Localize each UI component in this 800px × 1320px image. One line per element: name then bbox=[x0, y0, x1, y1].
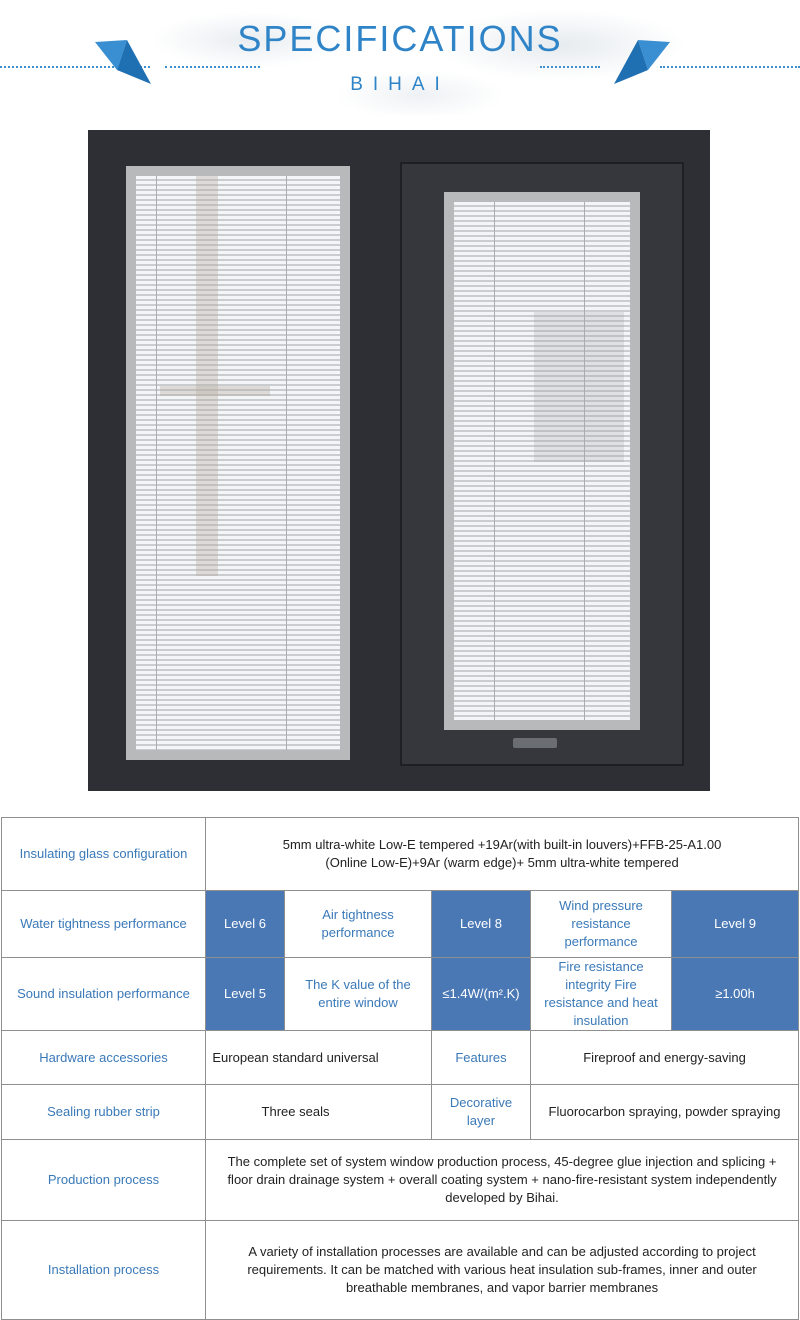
table-row bbox=[2, 1031, 799, 1085]
row-value: European standard universal bbox=[206, 1031, 432, 1085]
row-label: Installation process bbox=[2, 1221, 206, 1320]
table-row bbox=[2, 818, 799, 891]
row-label: Wind pressure resistance performance bbox=[531, 891, 672, 958]
row-label: Sealing rubber strip bbox=[2, 1085, 206, 1140]
specifications-table bbox=[1, 817, 799, 1320]
row-label: Hardware accessories bbox=[2, 1031, 206, 1085]
dotted-rule-right bbox=[660, 66, 800, 68]
left-window-sash bbox=[126, 166, 350, 760]
table-row bbox=[2, 1221, 799, 1320]
row-value: ≤1.4W/(m².K) bbox=[432, 958, 531, 1031]
row-label: Insulating glass configuration bbox=[2, 818, 206, 891]
table-row bbox=[2, 958, 799, 1031]
right-window-sash bbox=[444, 192, 640, 730]
product-photo bbox=[88, 130, 710, 791]
row-label: Water tightness performance bbox=[2, 891, 206, 958]
value-line: (Online Low-E)+9Ar (warm edge)+ 5mm ultra-white tempered bbox=[325, 855, 679, 870]
table-row bbox=[2, 1140, 799, 1221]
dotted-rule-mid-right bbox=[540, 66, 600, 68]
row-value bbox=[206, 818, 799, 891]
row-label: The K value of the entire window bbox=[285, 958, 432, 1031]
row-value: Level 9 bbox=[672, 891, 799, 958]
dotted-rule-mid-left bbox=[165, 66, 260, 68]
right-louver-glass bbox=[454, 202, 630, 720]
page-title: SPECIFICATIONS bbox=[237, 18, 563, 59]
table-row bbox=[2, 1085, 799, 1140]
row-label: Decorative layer bbox=[432, 1085, 531, 1140]
row-value: Fluorocarbon spraying, powder spraying bbox=[531, 1085, 799, 1140]
row-label: Air tightness performance bbox=[285, 891, 432, 958]
row-value: Fireproof and energy-saving bbox=[531, 1031, 799, 1085]
left-louver-glass bbox=[136, 176, 340, 750]
window-handle bbox=[513, 738, 557, 748]
row-value: The complete set of system window production process, 45-degree glue injection and splicing + floor drain drainage system + overall coating system + nano-fire-resistant system independently developed by Bihai. bbox=[206, 1140, 799, 1221]
brand-subtitle: BIHAI bbox=[350, 74, 450, 95]
value-line: 5mm ultra-white Low-E tempered +19Ar(with built-in louvers)+FFB-25-A1.00 bbox=[282, 837, 722, 852]
row-label: Sound insulation performance bbox=[2, 958, 206, 1031]
specifications-header bbox=[0, 0, 800, 115]
table-row bbox=[2, 891, 799, 958]
row-value: Level 8 bbox=[432, 891, 531, 958]
row-label: Features bbox=[432, 1031, 531, 1085]
row-value: A variety of installation processes are available and can be adjusted according to project requirements. It can be matched with various heat insulation sub-frames, inner and outer breathable membranes, and vapor barrier membranes bbox=[206, 1221, 799, 1320]
row-value: ≥1.00h bbox=[672, 958, 799, 1031]
row-label: Production process bbox=[2, 1140, 206, 1221]
row-value: Level 6 bbox=[206, 891, 285, 958]
row-value: Level 5 bbox=[206, 958, 285, 1031]
row-label: Fire resistance integrity Fire resistance and heat insulation bbox=[531, 958, 672, 1031]
row-value: Three seals bbox=[206, 1085, 432, 1140]
